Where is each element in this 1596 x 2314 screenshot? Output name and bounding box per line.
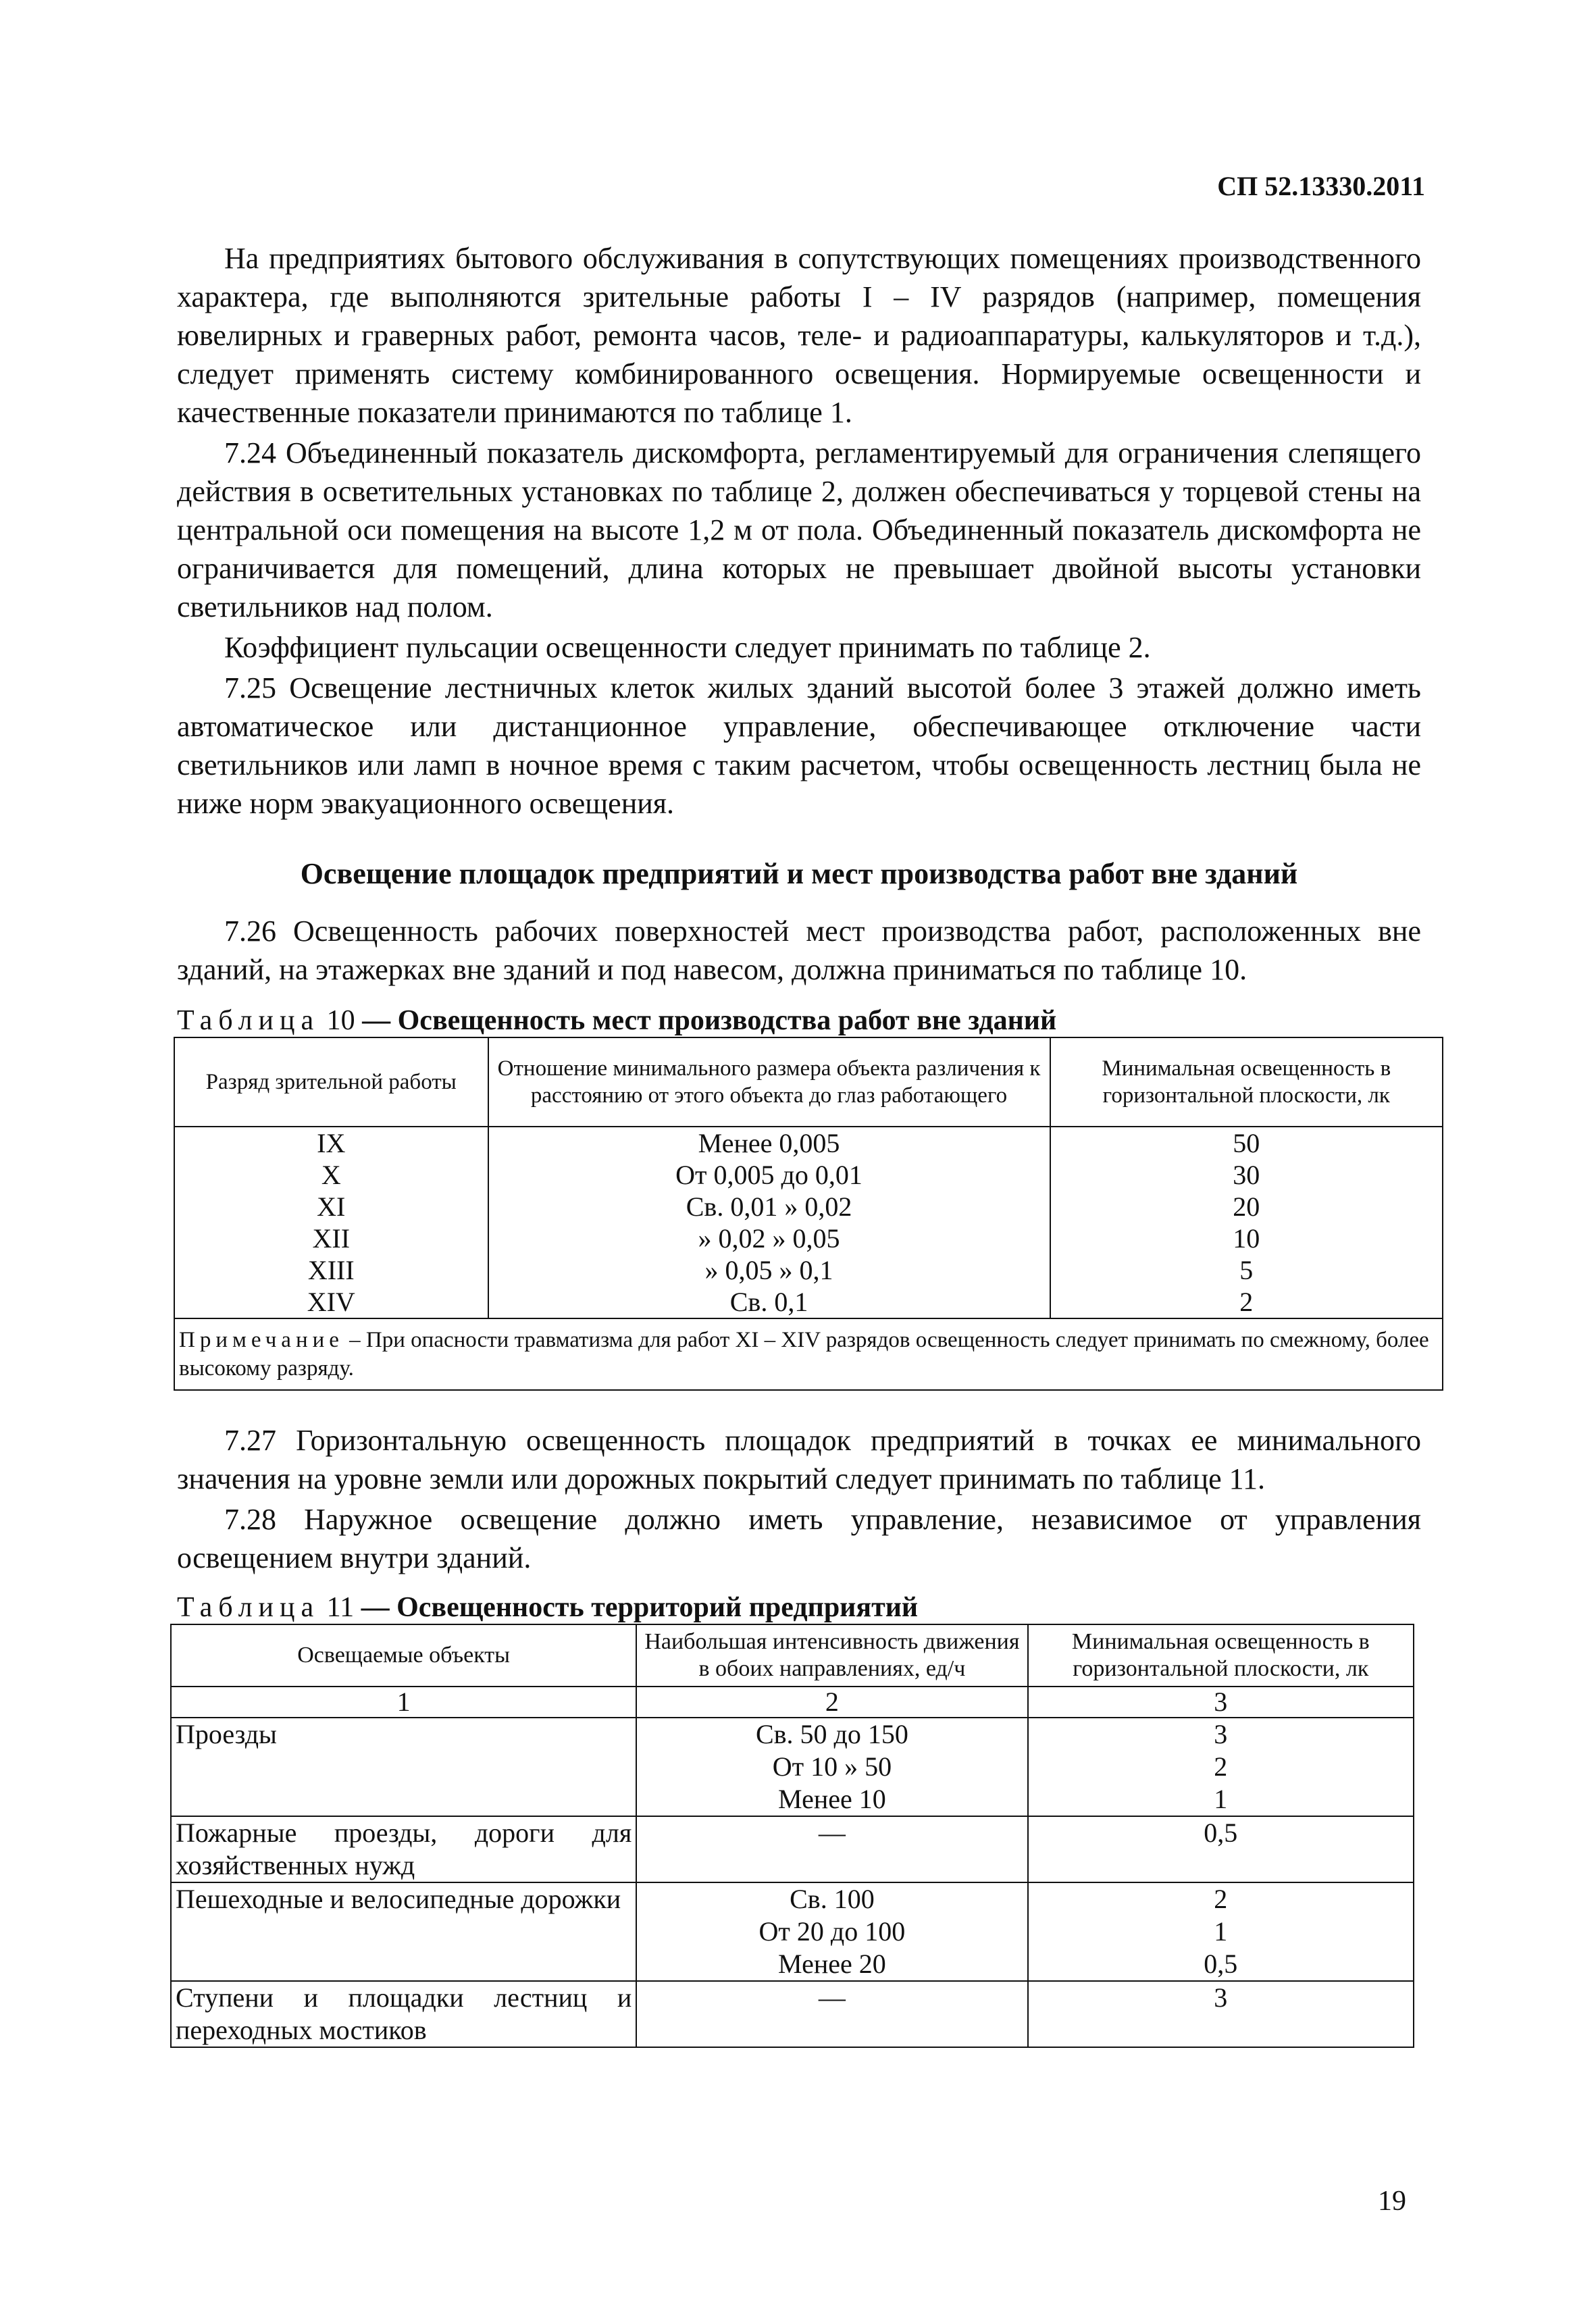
lux-cell [1028, 1816, 1414, 1882]
paragraph-7-28: 7.28 Наружное освещение должно иметь управление, независимое от управления освещением внутри зданий. [177, 1503, 1421, 1574]
object-cell: Пожарные проезды, дороги для хозяйственных нужд [171, 1816, 636, 1882]
table-cell: » 0,02 » 0,05 [488, 1223, 1050, 1254]
table-row [171, 1816, 1414, 1882]
column-header: Разряд зрительной работы [174, 1037, 488, 1127]
table-cell: 20 [1050, 1191, 1443, 1223]
column-number-row [171, 1687, 1414, 1718]
lux-value: 3 [1214, 1719, 1228, 1749]
paragraph: Коэффициент пульсации освещенности следует принимать по таблице 2. [224, 631, 1151, 664]
table-row [171, 1981, 1414, 2047]
table-cell: » 0,05 » 0,1 [488, 1254, 1050, 1286]
section-heading: Освещение площадок предприятий и мест производства работ вне зданий [300, 857, 1298, 890]
table-10 [174, 1037, 1443, 1391]
traffic-value: От 20 до 100 [758, 1916, 906, 1947]
table-cell: 10 [1050, 1223, 1443, 1254]
note-text: – При опасности травматизма для работ XI – XIV разрядов освещенность следует принимать по смежному, более высокому разряду. [179, 1328, 1429, 1381]
caption-number: 10 [326, 1005, 355, 1036]
table-row [174, 1254, 1443, 1286]
caption-prefix: Таблица [177, 1005, 320, 1036]
lux-value: 2 [1214, 1884, 1228, 1914]
paragraph: На предприятиях бытового обслуживания в сопутствующих помещениях производственного характера, где выполняются зрительные работы I – IV разрядов (например, помещения ювелирных и граверных работ, ремонта часов, теле- и радиоаппаратуры, калькуляторов и т.д.), следует применять систему комбинированного освещения. Нормируемые освещенности и качественные показатели принимаются по таблице 1. [177, 242, 1421, 429]
table-row [174, 1223, 1443, 1254]
table-row [174, 1191, 1443, 1223]
text-block-7-27 [177, 1421, 1421, 1577]
caption-title: — Освещенность мест производства работ вне зданий [362, 1005, 1057, 1036]
lux-value: 3 [1214, 1982, 1228, 2013]
table-note [174, 1318, 1443, 1390]
table-row [171, 1882, 1414, 1981]
table-row [171, 1718, 1414, 1816]
traffic-value: Менее 20 [778, 1949, 886, 1979]
column-header: Минимальная освещенность в горизонтальной плоскости, лк [1050, 1037, 1443, 1127]
paragraph-7-26: 7.26 Освещенность рабочих поверхностей мест производства работ, расположенных вне зданий, на этажерках вне зданий и под навесом, должна приниматься по таблице 10. [177, 915, 1421, 986]
table-cell: Менее 0,005 [488, 1127, 1050, 1159]
table-header-row [171, 1624, 1414, 1687]
table-cell: Св. 0,01 » 0,02 [488, 1191, 1050, 1223]
table-cell: 5 [1050, 1254, 1443, 1286]
table-cell: X [174, 1159, 488, 1191]
table-row [174, 1286, 1443, 1318]
traffic-value: — [818, 1818, 846, 1848]
lux-value: 1 [1214, 1784, 1228, 1814]
lux-value: 1 [1214, 1916, 1228, 1947]
table-row [174, 1159, 1443, 1191]
object-cell: Пешеходные и велосипедные дорожки [171, 1882, 636, 1981]
lux-cell [1028, 1981, 1414, 2047]
table-cell: От 0,005 до 0,01 [488, 1159, 1050, 1191]
table-note-row [174, 1318, 1443, 1390]
traffic-cell [636, 1882, 1027, 1981]
paragraph-7-25: 7.25 Освещение лестничных клеток жилых зданий высотой более 3 этажей должно иметь автоматическое или дистанционное управление, обеспечивающее отключение части светильников или ламп в ночное время с таким расчетом, чтобы освещенность лестниц была не ниже норм эвакуационного освещения. [177, 671, 1421, 820]
paragraph-7-24: 7.24 Объединенный показатель дискомфорта, регламентируемый для ограничения слепящего действия в осветительных установках по таблице 2, должен обеспечиваться у торцевой стены на центральной оси помещения на высоте 1,2 м от пола. Объединенный показатель дискомфорта не ограничивается для помещений, длина которых не превышает двойной высоты установки светильников над полом. [177, 436, 1421, 623]
object-cell: Ступени и площадки лестниц и переходных мостиков [171, 1981, 636, 2047]
caption-title: — Освещенность территорий предприятий [361, 1592, 919, 1623]
traffic-cell [636, 1981, 1027, 2047]
table-cell: Св. 0,1 [488, 1286, 1050, 1318]
text-block-7-26 [177, 912, 1421, 989]
object-cell: Проезды [171, 1718, 636, 1816]
column-number: 2 [636, 1687, 1027, 1718]
column-header: Освещаемые объекты [171, 1624, 636, 1687]
table-cell: 2 [1050, 1286, 1443, 1318]
column-header: Наибольшая интенсивность движения в обоих направлениях, ед/ч [636, 1624, 1027, 1687]
column-header: Минимальная освещенность в горизонтальной плоскости, лк [1028, 1624, 1414, 1687]
table-cell: 30 [1050, 1159, 1443, 1191]
column-number: 3 [1028, 1687, 1414, 1718]
column-header: Отношение минимального размера объекта различения к расстоянию от этого объекта до глаз работающего [488, 1037, 1050, 1127]
lux-cell [1028, 1718, 1414, 1816]
traffic-value: Св. 50 до 150 [755, 1719, 908, 1749]
caption-prefix: Таблица [177, 1592, 320, 1623]
lux-value: 0,5 [1204, 1949, 1238, 1979]
table-cell: XIII [174, 1254, 488, 1286]
table-cell: XI [174, 1191, 488, 1223]
table-10-caption [177, 1004, 1056, 1037]
lux-cell [1028, 1882, 1414, 1981]
text-block-intro [177, 239, 1421, 823]
table-cell: IX [174, 1127, 488, 1159]
table-cell: XIV [174, 1286, 488, 1318]
lux-value: 0,5 [1204, 1818, 1238, 1848]
lux-value: 2 [1214, 1751, 1228, 1782]
traffic-cell [636, 1718, 1027, 1816]
table-11-caption [177, 1591, 918, 1624]
table-row [174, 1127, 1443, 1159]
traffic-value: Св. 100 [790, 1884, 875, 1914]
note-label: Примечание [179, 1328, 344, 1352]
page-number: 19 [1378, 2186, 1406, 2217]
traffic-value: Менее 10 [778, 1784, 886, 1814]
table-cell: 50 [1050, 1127, 1443, 1159]
table-11 [170, 1624, 1414, 2048]
table-header-row [174, 1037, 1443, 1127]
traffic-value: — [818, 1982, 846, 2013]
caption-number: 11 [326, 1592, 355, 1623]
document-code: СП 52.13330.2011 [1217, 171, 1425, 201]
traffic-value: От 10 » 50 [772, 1751, 892, 1782]
traffic-cell [636, 1816, 1027, 1882]
table-cell: XII [174, 1223, 488, 1254]
column-number: 1 [171, 1687, 636, 1718]
paragraph-7-27: 7.27 Горизонтальную освещенность площадок предприятий в точках ее минимального значения на уровне земли или дорожных покрытий следует принимать по таблице 11. [177, 1424, 1421, 1495]
